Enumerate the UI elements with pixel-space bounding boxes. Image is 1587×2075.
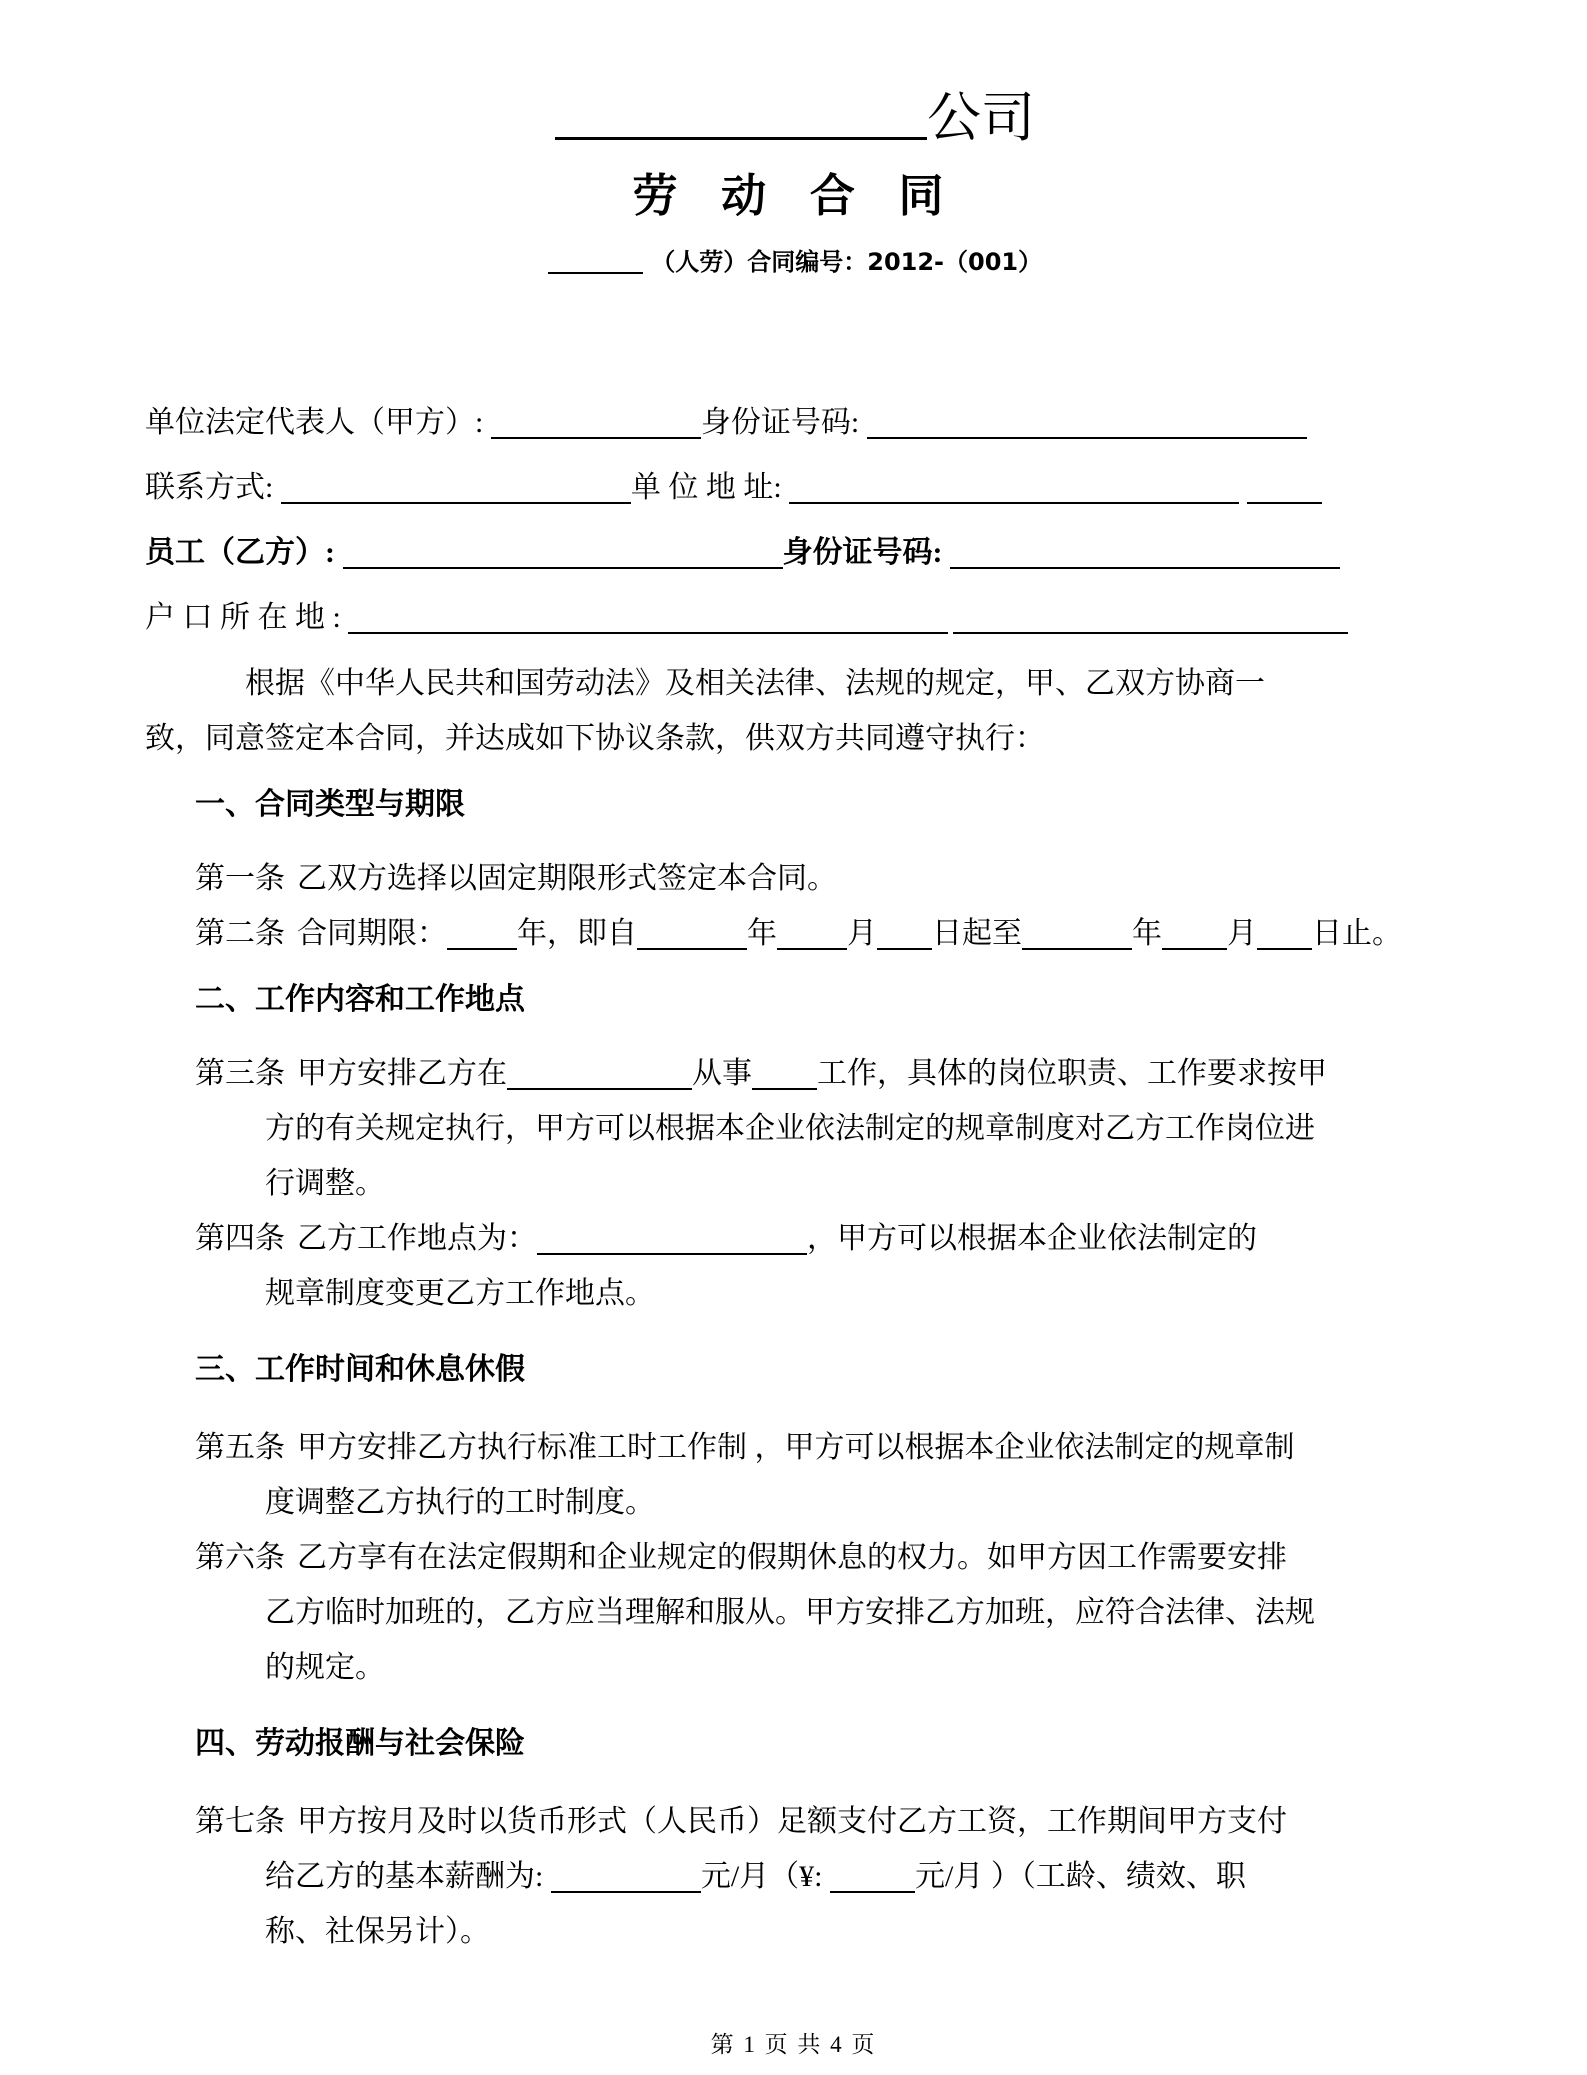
intro-paragraph (145, 656, 1445, 766)
clause-3-text: 甲方安排乙方在 (297, 1057, 507, 1090)
blank-unit-address (789, 466, 1239, 504)
clause-6-text: 乙方享有在法定假期和企业规定的假期休息的权力。如甲方因工作需要安排 (297, 1541, 1287, 1574)
clause-6-line-2: 乙方临时加班的，乙方应当理解和服从。甲方安排乙方加班，应符合法律、法规 (265, 1596, 1315, 1629)
clause-2-text: 年，即自 (517, 917, 637, 950)
clause-2-text: 日止。 (1312, 917, 1402, 950)
clause-7-text: 甲方按月及时以货币形式（人民币）足额支付乙方工资，工作期间甲方支付 (297, 1805, 1287, 1838)
blank-unit-address-ext (1247, 466, 1322, 504)
clause-4-line-2: 规章制度变更乙方工作地点。 (265, 1277, 655, 1310)
clause-2-number: 第二条 (195, 917, 285, 950)
blank-legal-rep (491, 401, 701, 439)
blank-work-role (752, 1054, 817, 1090)
clause-2-text: 月 (847, 917, 877, 950)
clause-3-text: 从事 (692, 1057, 752, 1090)
id-number-label-b: 身份证号码: (782, 536, 943, 569)
residence-row (145, 585, 1445, 650)
blank-end-day (1257, 914, 1312, 950)
clause-5-number: 第五条 (195, 1431, 285, 1464)
clause-4-text: ，甲方可以根据本企业依法制定的 (807, 1222, 1257, 1255)
residence-label: 户 口 所 在 地 : (145, 601, 341, 634)
clause-6 (145, 1530, 1445, 1695)
blank-work-location (537, 1219, 807, 1255)
unit-address-label: 单 位 地 址: (630, 471, 782, 504)
clause-7-text: 元/月（¥: (700, 1860, 831, 1893)
intro-line-2: 致，同意签定本合同，并达成如下协议条款，供双方共同遵守执行： (145, 722, 1045, 755)
contract-number-line (145, 246, 1445, 278)
legal-rep-label: 单位法定代表人（甲方）: (145, 406, 484, 439)
clause-3-line-3: 行调整。 (265, 1167, 385, 1200)
blank-contact (281, 466, 631, 504)
clause-1 (145, 851, 1445, 906)
blank-salary-amount (551, 1857, 701, 1893)
clause-2-text: 月 (1227, 917, 1257, 950)
clause-1-text: 乙双方选择以固定期限形式签定本合同。 (297, 862, 837, 895)
page-footer: 第 1 页 共 4 页 (710, 2032, 877, 2057)
contract-title: 劳 动 合 同 (632, 169, 958, 222)
blank-company-name (555, 87, 927, 140)
blank-work-department (507, 1054, 692, 1090)
clause-3-number: 第三条 (195, 1057, 285, 1090)
clause-7-number: 第七条 (195, 1805, 285, 1838)
clause-2-text: 年 (1132, 917, 1162, 950)
clause-3-text: 工作，具体的岗位职责、工作要求按甲 (817, 1057, 1327, 1090)
clause-7-line-3: 称、社保另计）。 (265, 1915, 490, 1948)
blank-end-month (1162, 914, 1227, 950)
blank-id-number-a (867, 401, 1307, 439)
id-number-label-a: 身份证号码: (700, 406, 860, 439)
legal-rep-row (145, 390, 1445, 455)
section-4-heading: 四、劳动报酬与社会保险 (195, 1726, 525, 1761)
blank-end-year (1022, 914, 1132, 950)
clause-2-text: 年 (747, 917, 777, 950)
clause-1-number: 第一条 (195, 862, 285, 895)
blank-salary-yuan (830, 1857, 915, 1893)
clause-6-number: 第六条 (195, 1541, 285, 1574)
blank-term-years (447, 914, 517, 950)
clause-5 (145, 1420, 1445, 1530)
clause-6-line-3: 的规定。 (265, 1651, 385, 1684)
employee-label: 员工（乙方）: (145, 536, 335, 569)
blank-residence-ext (953, 596, 1348, 634)
clause-7-text: 元/月 ）（工龄、绩效、职 (915, 1860, 1246, 1893)
contact-row (145, 455, 1445, 520)
clause-4-text: 乙方工作地点为： (297, 1222, 537, 1255)
clause-2 (145, 906, 1445, 961)
clause-3-line-2: 方的有关规定执行，甲方可以根据本企业依法制定的规章制度对乙方工作岗位进 (265, 1112, 1315, 1145)
clause-5-line-2: 度调整乙方执行的工时制度。 (265, 1486, 655, 1519)
blank-start-day (877, 914, 932, 950)
company-title-line (145, 80, 1445, 156)
clause-2-text: 合同期限： (297, 917, 447, 950)
blank-employee-name (343, 531, 783, 569)
intro-line-1: 根据《中华人民共和国劳动法》及相关法律、法规的规定，甲、乙双方协商一 (245, 667, 1265, 700)
clause-7-text: 给乙方的基本薪酬为: (265, 1860, 551, 1893)
blank-residence (348, 596, 948, 634)
contract-number-label: （人劳）合同编号：2012-（001） (651, 248, 1043, 276)
clause-5-text: 甲方安排乙方执行标准工时工作制 ，甲方可以根据本企业依法制定的规章制 (297, 1431, 1295, 1464)
party-info-section (145, 390, 1445, 650)
contact-label: 联系方式: (145, 471, 274, 504)
blank-contract-prefix (548, 248, 643, 274)
blank-start-year (637, 914, 747, 950)
clause-3 (145, 1046, 1445, 1211)
company-suffix: 公司 (927, 88, 1035, 148)
blank-id-number-b (950, 531, 1340, 569)
clause-2-text: 日起至 (932, 917, 1022, 950)
employee-row (145, 520, 1445, 585)
section-3-heading: 三、工作时间和休息休假 (195, 1352, 525, 1387)
clause-4 (145, 1211, 1445, 1321)
clause-4-number: 第四条 (195, 1222, 285, 1255)
section-1-heading: 一、合同类型与期限 (195, 787, 465, 822)
clause-7 (145, 1794, 1445, 1959)
blank-start-month (777, 914, 847, 950)
section-2-heading: 二、工作内容和工作地点 (195, 982, 525, 1017)
